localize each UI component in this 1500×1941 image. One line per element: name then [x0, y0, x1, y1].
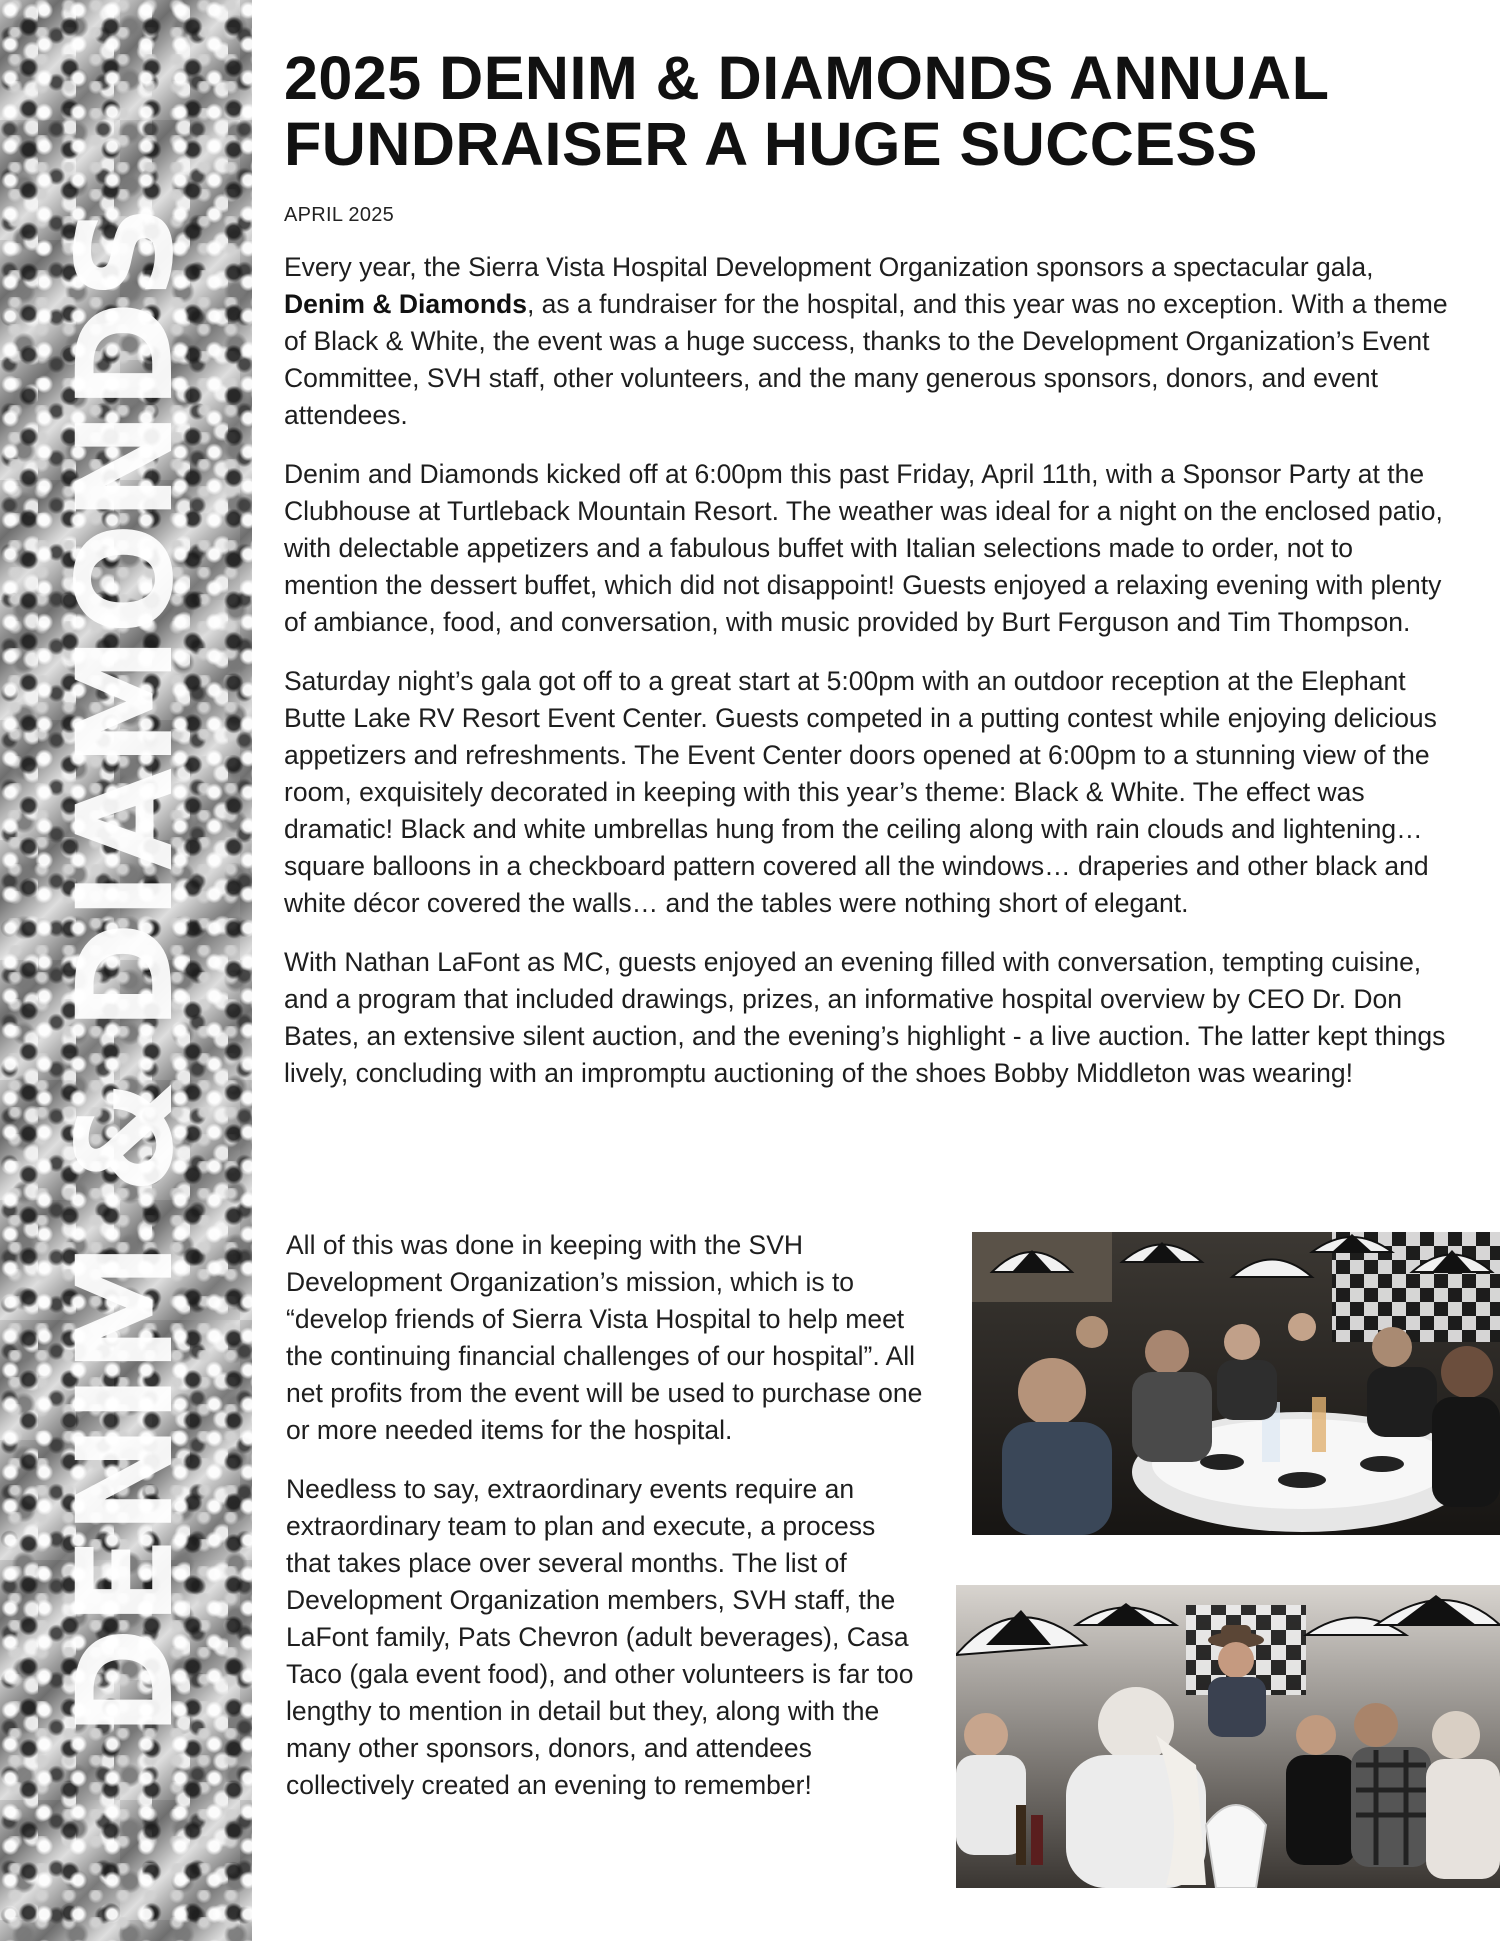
gala-photo-guests-illustration	[956, 1585, 1500, 1888]
paragraph-gala: Saturday night’s gala got off to a great start at 5:00pm with an outdoor reception at the Elephant Butte Lake RV Resort Event Center. Guests competed in a putting contest while enjoying delicious appetizers and refreshments. The Event Center doors opened at 6:00pm to a stunning view of the room, exquisitely decorated in keeping with this year’s theme: Black & White. The effect was dramatic! Black and white umbrellas hung from the ceiling along with rain clouds and lightening… square balloons in a checkboard pattern covered all the windows… draperies and other black and white décor covered the walls… and the tables were nothing short of elegant.	[284, 666, 1437, 918]
headline	[284, 45, 1464, 177]
gala-photo-guests	[956, 1585, 1500, 1888]
gala-photo-dinner-table	[972, 1232, 1500, 1535]
article	[284, 45, 1464, 1092]
headline-line-1: 2025 DENIM & DIAMONDS ANNUAL	[284, 44, 1330, 112]
gala-photo-dinner-table-illustration	[972, 1232, 1500, 1535]
event-name-bold: Denim & Diamonds	[284, 289, 527, 319]
article-date: APRIL 2025	[284, 204, 395, 226]
lower-text-column	[286, 1227, 926, 1804]
paragraph-sponsor-party: Denim and Diamonds kicked off at 6:00pm this past Friday, April 11th, with a Sponsor Party at the Clubhouse at Turtleback Mountain Resort. The weather was ideal for a night on the enclosed patio, with delectable appetizers and a fabulous buffet with Italian selections made to order, not to mention the dessert buffet, which did not disappoint! Guests enjoyed a relaxing evening with plenty of ambiance, food, and conversation, with music provided by Burt Ferguson and Tim Thompson.	[284, 459, 1443, 637]
paragraph-intro-start: Every year, the Sierra Vista Hospital Development Organization sponsors a spectacular gala,	[284, 252, 1374, 282]
paragraph-intro	[284, 249, 1454, 434]
headline-line-2: FUNDRAISER A HUGE SUCCESS	[284, 110, 1258, 178]
glitter-sidebar	[0, 0, 252, 1941]
sidebar-vertical-title: DENIM & DIAMONDS	[49, 203, 203, 1737]
paragraph-mission: All of this was done in keeping with the SVH Development Organization’s mission, which is to “develop friends of Sierra Vista Hospital to help meet the continuing financial challenges of our hospital”. All net profits from the event will be used to purchase one or more needed items for the hospital.	[286, 1230, 923, 1445]
paragraph-thanks: Needless to say, extraordinary events require an extraordinary team to plan and execute, a process that takes place over several months. The list of Development Organization members, SVH staff, the LaFont family, Pats Chevron (adult beverages), Casa Taco (gala event food), and other volunteers is far too lengthy to mention in detail but they, along with the many other sponsors, donors, and attendees collectively created an evening to remember!	[286, 1474, 914, 1800]
paragraph-intro-end: , as a fundraiser for the hospital, and this year was no exception. With a theme of Black & White, the event was a huge success, thanks to the Development Organization’s Event Committee, SVH staff, other volunteers, and the many generous sponsors, donors, and event attendees.	[284, 289, 1448, 430]
paragraph-program: With Nathan LaFont as MC, guests enjoyed an evening filled with conversation, tempting cuisine, and a program that included drawings, prizes, an informative hospital overview by CEO Dr. Don Bates, an extensive silent auction, and the evening’s highlight - a live auction. The latter kept things lively, concluding with an impromptu auctioning of the shoes Bobby Middleton was wearing!	[284, 947, 1446, 1088]
